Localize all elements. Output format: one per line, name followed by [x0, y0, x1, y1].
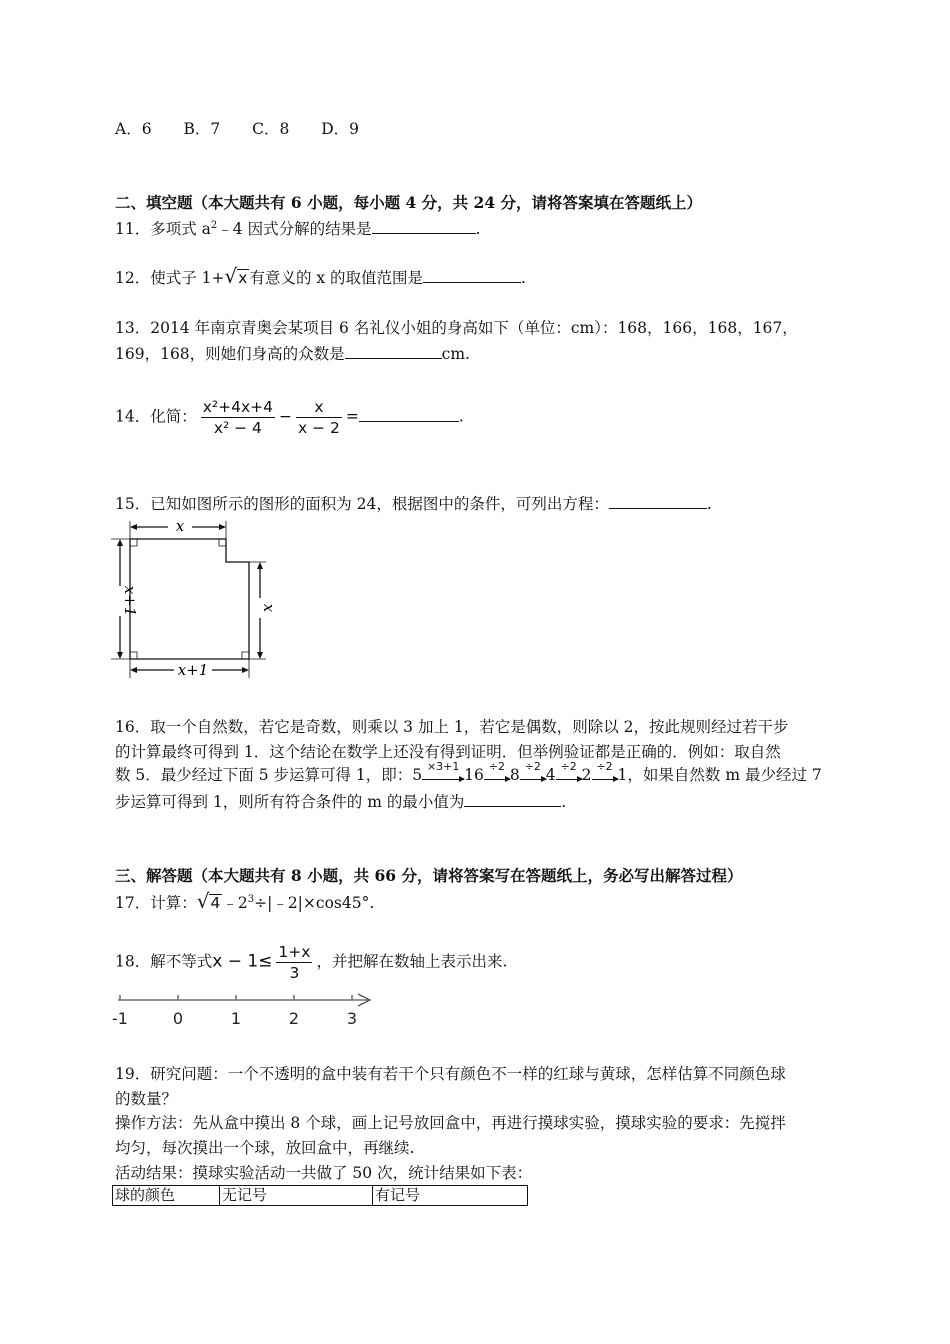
arrow-icon	[484, 760, 510, 785]
q16-line3-suffix: ，如果自然数 m 最少经过 7	[627, 766, 822, 784]
q12-suffix: 有意义的 x 的取值范围是	[249, 269, 424, 287]
q15-shape-outline	[130, 539, 249, 659]
chain-op: ÷2	[524, 760, 541, 773]
q19-line3: 操作方法：先从盒中摸出 8 个球，画上记号放回盒中，再进行摸球实验，摸球实验的要求：先搅拌	[115, 1114, 786, 1132]
chain-number: 8	[509, 766, 520, 784]
right-angle-mark-br	[242, 652, 249, 659]
q10-options	[115, 117, 359, 139]
q11-prefix: 11．多项式 a	[115, 220, 211, 238]
q17-rest: ﹣2	[222, 894, 248, 912]
q19-line4: 均匀，每次摸出一个球，放回盒中，再继续.	[115, 1139, 415, 1157]
q11-suffix: ﹣4 因式分解的结果是	[217, 220, 372, 238]
q17-rest2: ÷|﹣2|×cos45°.	[254, 894, 375, 912]
q16-answer-blank	[464, 805, 561, 807]
arrow-icon	[520, 760, 546, 785]
sqrt-icon: √	[196, 889, 210, 913]
tick-label: 1	[230, 1009, 242, 1028]
right-angle-mark-tl	[130, 539, 137, 546]
q15-text: 15．已知如图所示的图形的面积为 24，根据图中的条件，可列出方程：	[115, 495, 609, 513]
q17-radicand: 4	[210, 894, 221, 912]
q14-den1: x² − 4	[213, 419, 262, 437]
question-15	[115, 492, 712, 514]
q15-figure	[108, 518, 280, 683]
q17-prefix: 17．计算：	[115, 894, 197, 912]
q12-answer-blank	[423, 281, 521, 283]
q14-end: .	[458, 407, 464, 426]
q11-answer-blank	[372, 232, 476, 234]
q18-lhs: x − 1≤	[212, 951, 273, 972]
question-14	[115, 397, 464, 438]
question-17	[115, 889, 374, 913]
q15-label-bottom: x+1	[177, 661, 209, 679]
q12-end: .	[521, 269, 526, 287]
q13-answer-blank	[345, 357, 442, 359]
chain-op: ÷2	[560, 760, 577, 773]
arrow-icon	[592, 760, 618, 785]
chain-op: ×3+1	[426, 760, 460, 773]
tick-label: 3	[346, 1009, 358, 1028]
q14-num1: x²+4x+4	[202, 398, 273, 416]
q15-label-right: x	[260, 603, 278, 613]
chain-number: 16	[464, 766, 484, 784]
q19-line1: 19．研究问题：一个不透明的盒中装有若干个只有颜色不一样的红球与黄球，怎样估算不同颜色球	[115, 1065, 786, 1083]
table-header: 有记号	[373, 1186, 528, 1206]
q19-line5: 活动结果：摸球实验活动一共做了 50 次，统计结果如下表：	[115, 1164, 533, 1182]
q18-suffix: ，并把解在数轴上表示出来.	[316, 952, 508, 971]
q14-minus: −	[279, 407, 292, 426]
q12-prefix: 12．使式子 1+	[115, 269, 225, 287]
option-b: B．7	[183, 120, 221, 138]
chain-number: 2	[581, 766, 592, 784]
option-c: C．8	[252, 120, 290, 138]
q16-line1: 16．取一个自然数，若它是奇数，则乘以 3 加上 1，若它是偶数，则除以 2，按此规则经过若干步	[115, 718, 789, 736]
q14-prefix: 14．化简：	[115, 407, 197, 426]
question-16-line4	[115, 790, 566, 812]
question-18	[115, 942, 507, 983]
q15-label-left: x+1	[121, 585, 139, 617]
tick-label: -1	[112, 1009, 128, 1028]
tick-label: 0	[172, 1009, 184, 1028]
table-header: 球的颜色	[113, 1186, 220, 1206]
q17-exponent: 3	[247, 893, 255, 905]
question-13-line2	[115, 342, 470, 364]
q16-line3-prefix: 数 5．最少经过下面 5 步运算可得 1，即：	[115, 766, 413, 784]
chain-number: 1	[617, 766, 628, 784]
number-line	[110, 990, 380, 1030]
q16-end: .	[561, 793, 567, 811]
q16-line2: 的计算最终可得到 1．这个结论在数学上还没有得到证明．但举例验证都是正确的．例如：取自然	[115, 743, 781, 761]
q14-den2: x − 2	[298, 419, 340, 437]
chain-number: 4	[545, 766, 556, 784]
question-12	[115, 264, 526, 288]
q14-fraction-2	[296, 397, 342, 438]
table-header: 无记号	[220, 1186, 373, 1206]
q18-prefix: 18．解不等式	[115, 952, 213, 971]
q14-equals: =	[345, 407, 359, 426]
q16-chain	[412, 760, 628, 784]
q13-line1: 13．2014 年南京青奥会某项目 6 名礼仪小姐的身高如下（单位：cm）：168，166，168，167，	[115, 319, 798, 337]
option-a: A．6	[115, 120, 152, 138]
q11-exponent: 2	[210, 219, 218, 231]
q19-table	[112, 1185, 528, 1206]
q18-num: 1+x	[278, 943, 311, 961]
question-11	[115, 217, 481, 239]
table-row	[113, 1186, 528, 1206]
arrow-icon	[556, 760, 582, 785]
q13-unit: cm.	[441, 345, 470, 363]
right-angle-mark-tr	[219, 539, 226, 546]
section3-title: 三、解答题（本大题共有 8 小题，共 66 分，请将答案写在答题纸上，务必写出解答过程）	[115, 866, 743, 885]
chain-op: ÷2	[596, 760, 613, 773]
option-d: D．9	[321, 120, 359, 138]
q12-radicand: x	[238, 269, 248, 287]
q14-answer-blank	[359, 420, 459, 422]
q15-answer-blank	[609, 507, 707, 509]
arrow-icon	[422, 760, 464, 785]
question-16-line3	[115, 760, 822, 785]
chain-op: ÷2	[488, 760, 506, 773]
q15-end: .	[706, 495, 712, 513]
q11-end: .	[475, 220, 481, 238]
q19-line2: 的数量？	[115, 1090, 178, 1108]
q14-fraction-1	[201, 397, 275, 438]
section2-title: 二、填空题（本大题共有 6 小题，每小题 4 分，共 24 分，请将答案填在答题纸上）	[115, 193, 703, 212]
q16-line4: 步运算可得到 1，则所有符合条件的 m 的最小值为	[115, 793, 465, 811]
q18-fraction	[276, 942, 312, 983]
right-angle-mark-bl	[130, 652, 137, 659]
q13-line2: 169，168，则她们身高的众数是	[115, 345, 345, 363]
q18-den: 3	[289, 964, 300, 982]
chain-number: 5	[412, 766, 423, 784]
q14-num2: x	[296, 397, 342, 418]
q15-label-top: x	[175, 518, 185, 535]
sqrt-icon: √	[224, 264, 238, 288]
tick-label: 2	[288, 1009, 300, 1028]
